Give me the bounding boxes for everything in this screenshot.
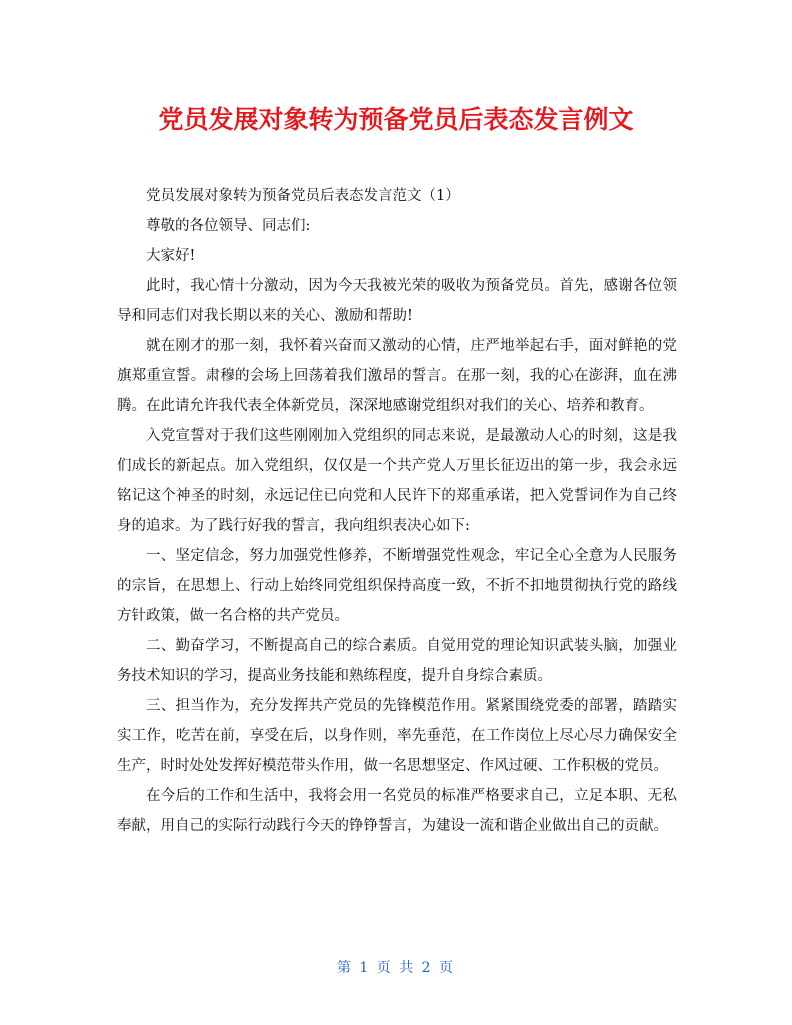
paragraph-intro: 此时，我心情十分激动，因为今天我被光荣的吸收为预备党员。首先，感谢各位领导和同志们对我长期以来的关心、激励和帮助!: [117, 278, 677, 324]
paragraph-salutation: 尊敬的各位领导、同志们:: [146, 218, 311, 234]
paragraph-commitment: 入党宣誓对于我们这些刚刚加入党组织的同志来说，是最激动人心的时刻，这是我们成长的新起点。加入党组织，仅仅是一个共产党人万里长征迈出的第一步，我会永远铭记这个神圣的时刻，永远记住已向党和人民许下的郑重承诺，把入党誓词作为自己终身的追求。为了践行好我的誓言，我向组织表决心如下:: [117, 428, 677, 534]
document-body: [117, 181, 677, 841]
document-title: 党员发展对象转为预备党员后表态发言例文: [158, 105, 634, 134]
paragraph-heading: 党员发展对象转为预备党员后表态发言范文（1）: [146, 188, 460, 204]
paragraph-point-two: 二、勤奋学习，不断提高自己的综合素质。自觉用党的理论知识武装头脑，加强业务技术知识的学习，提高业务技能和熟练程度，提升自身综合素质。: [117, 638, 677, 684]
paragraph-oath: 就在刚才的那一刻，我怀着兴奋而又激动的心情，庄严地举起右手，面对鲜艳的党旗郑重宣誓。肃穆的会场上回荡着我们激昂的誓言。在那一刻，我的心在澎湃，血在沸腾。在此请允许我代表全体新党员，深深地感谢党组织对我们的关心、培养和教育。: [117, 338, 677, 414]
paragraph-point-three: 三、担当作为，充分发挥共产党员的先锋模范作用。紧紧围绕党委的部署，踏踏实实工作，吃苦在前，享受在后，以身作则，率先垂范，在工作岗位上尽心尽力确保安全生产，时时处处发挥好模范带头作用，做一名思想坚定、作风过硬、工作积极的党员。: [117, 698, 677, 774]
paragraph-closing: 在今后的工作和生活中，我将会用一名党员的标准严格要求自己，立足本职、无私奉献，用自己的实际行动践行今天的铮铮誓言，为建设一流和谐企业做出自己的贡献。: [117, 788, 677, 834]
paragraph-point-one: 一、坚定信念，努力加强党性修养，不断增强党性观念，牢记全心全意为人民服务的宗旨，在思想上、行动上始终同党组织保持高度一致，不折不扣地贯彻执行党的路线方针政策，做一名合格的共产党员。: [117, 548, 677, 624]
page-number-footer: 第 1 页 共 2 页: [336, 960, 456, 976]
paragraph-greeting: 大家好!: [146, 248, 196, 264]
